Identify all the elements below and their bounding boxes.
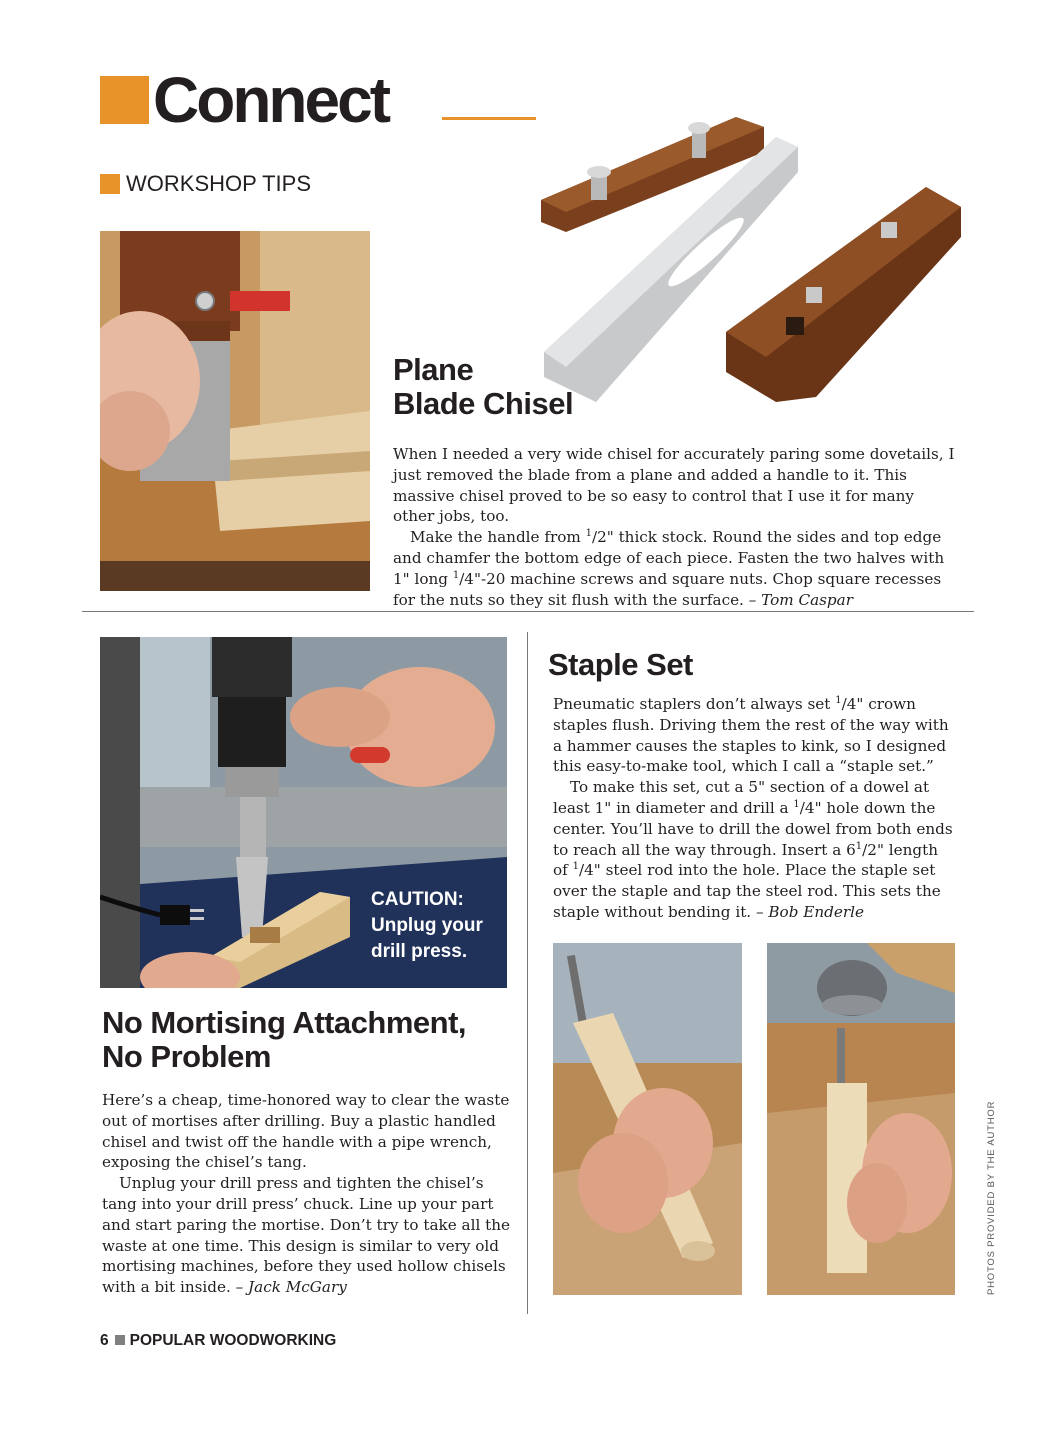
page-footer [100, 1330, 336, 1352]
article-title-staple-set: Staple Set [548, 647, 693, 682]
author-credit: Bob Enderle [768, 902, 864, 921]
caption-line: CAUTION: [371, 889, 464, 910]
fraction-numerator: 1 [585, 528, 592, 540]
fraction-denominator: /4 [841, 695, 857, 713]
fraction-numerator: 1 [452, 569, 460, 581]
section-divider [82, 611, 974, 612]
text-run: Unplug your drill press and tighten the chisel’s tang into your drill press’ chuck. Line up your part and start paring the mortise. Don’t try to take all the waste at one time. This design is similar to very old mortising machines, before they used hollow chisels with a bit inside. – [102, 1174, 511, 1297]
text-run: Make the handle from [410, 528, 586, 547]
fraction-numerator: 1 [793, 798, 800, 810]
photo-plane-blade-chisel-parts [536, 112, 966, 412]
paragraph [553, 694, 955, 777]
fraction-denominator: /4 [799, 798, 815, 817]
text-run: " length of [553, 840, 938, 880]
fraction-denominator: /4 [459, 569, 474, 588]
author-credit: Tom Caspar [761, 590, 853, 609]
text-run: " steel rod into the hole. Place the staple set over the staple and tap the steel rod. This sets the staple without bending it. – [553, 861, 941, 921]
page-title: Connect [153, 64, 388, 136]
author-credit: Jack McGary [248, 1278, 347, 1297]
text-run: " hole down the center. You’ll have to drill the dowel from both ends to reach all the way through. Insert a 6 [553, 798, 953, 859]
column-divider [527, 632, 528, 1314]
text-run: "-20 machine screws and square nuts. Chop square recesses for the nuts so they sit flush with the surface. – [393, 569, 942, 609]
photo-staple-set-hammer [767, 943, 955, 1295]
caption-line: Unplug your [371, 915, 483, 936]
title-line: No Problem [102, 1039, 271, 1074]
caption-line: drill press. [371, 941, 468, 962]
paragraph: When I needed a very wide chisel for accurately paring some dovetails, I just removed the blade from a plane and added a handle to it. This massive chisel proved to be so easy to control that I use it for many other jobs, too. [393, 445, 955, 526]
article-body-plane-blade-chisel [393, 444, 958, 610]
fraction-denominator: /2 [862, 840, 877, 859]
article-title-no-mortising [102, 1006, 466, 1074]
section-label: WORKSHOP TIPS [126, 171, 312, 196]
paragraph: Here’s a cheap, time-honored way to clear the waste out of mortises after drilling. Buy a plastic handled chisel and twist off the handle with a pipe wrench, exposing the chisel’s tang. [102, 1091, 510, 1172]
paragraph [393, 527, 958, 610]
photo-credit: PHOTOS PROVIDED BY THE AUTHOR [986, 1100, 997, 1295]
fraction-numerator: 1 [835, 694, 842, 706]
title-line: Blade Chisel [393, 386, 574, 421]
text-run: Pneumatic staplers don’t always set [553, 695, 836, 713]
title-line: No Mortising Attachment, [102, 1005, 467, 1040]
text-run: To make this set, cut a 5" section of a dowel at least 1" in diameter and drill a [553, 778, 930, 817]
paragraph [102, 1173, 510, 1298]
footer-square-marker [115, 1335, 125, 1345]
text-run: " crown staples flush. Driving them the rest of the way with a hammer causes the staples to kink, so I designed this easy-to-make tool, which I call a “staple set.” [553, 695, 949, 776]
photo-caution-caption [371, 887, 483, 965]
page-number: 6 [100, 1332, 109, 1349]
fraction-denominator: /4 [578, 861, 594, 880]
fraction-denominator: /2 [591, 528, 607, 547]
article-body-staple-set [553, 694, 955, 923]
paragraph [553, 777, 955, 923]
fraction-numerator: 1 [572, 861, 579, 873]
text-run: " thick stock. Round the sides and top edge and chamfer the bottom edge of each piece. Fasten the two halves with 1" long [393, 528, 945, 588]
photo-staple-set-dowel [553, 943, 742, 1295]
magazine-name: POPULAR WOODWORKING [129, 1332, 337, 1349]
article-body-no-mortising [102, 1090, 510, 1298]
title-line: Plane [393, 352, 474, 387]
article-title-plane-blade-chisel [393, 353, 573, 421]
fraction-numerator: 1 [855, 840, 863, 852]
section-marker-square [100, 76, 149, 124]
photo-paring-dovetails [100, 231, 370, 591]
section-label-marker [100, 174, 120, 194]
